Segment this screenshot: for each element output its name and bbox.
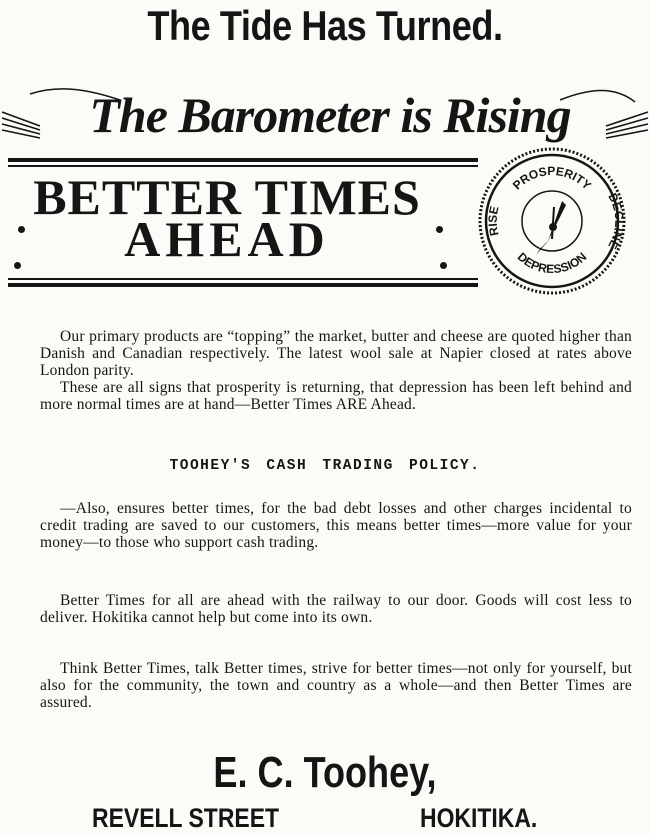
address-town: HOKITIKA. bbox=[420, 803, 538, 833]
body-paragraph: Our primary products are “topping” the market, butter and cheese are quoted higher than Danish and Canadian respectively. The latest wool sale at Napier closed at rates above London parity. bbox=[40, 328, 632, 379]
headline: The Tide Has Turned. bbox=[147, 2, 503, 49]
dial-label-right: DECLINE bbox=[605, 190, 627, 252]
paragraph-railway bbox=[40, 592, 632, 626]
banner-top-rule-thick bbox=[8, 158, 478, 162]
banner-bottom-rule-thin bbox=[8, 278, 478, 280]
dial-needle bbox=[536, 201, 566, 255]
ahead-title: AHEAD bbox=[124, 211, 330, 267]
banner-top-rule-thin bbox=[8, 165, 478, 167]
banner-bottom-rule-thick bbox=[8, 283, 478, 287]
body-paragraph: Think Better Times, talk Better times, strive for better times—not only for yourself, but also for the community, the town and country as a whole—and then Better Times are assured. bbox=[40, 660, 632, 711]
body-paragraph: Better Times for all are ahead with the railway to our door. Goods will cost less to deliver. Hokitika cannot help but come into its own. bbox=[40, 592, 632, 626]
body-paragraph: —Also, ensures better times, for the bad debt losses and other charges incidental to credit trading are saved to our customers, this means better times—more value for your money—to those who support cash trading. bbox=[40, 500, 632, 551]
paragraph-primary-products bbox=[40, 328, 632, 413]
dial-label-top: PROSPERITY bbox=[509, 163, 595, 193]
dial-label-bottom: DEPRESSION bbox=[514, 249, 590, 277]
barometer-script-title: The Barometer is Rising bbox=[89, 87, 571, 143]
barometer-dial bbox=[476, 145, 628, 297]
dial-label-left: RISE bbox=[485, 204, 502, 238]
paragraph-think-better bbox=[40, 660, 632, 711]
paragraph-cash-trading bbox=[40, 500, 632, 551]
body-paragraph: These are all signs that prosperity is returning, that depression has been left behind and more normal times are at hand—Better Times ARE Ahead. bbox=[40, 379, 632, 413]
better-times-title: BETTER TIMES bbox=[33, 169, 421, 225]
policy-heading: TOOHEY'S CASH TRADING POLICY. bbox=[169, 458, 481, 474]
signature-name: E. C. Toohey, bbox=[213, 748, 437, 797]
address-street: REVELL STREET bbox=[92, 803, 280, 833]
